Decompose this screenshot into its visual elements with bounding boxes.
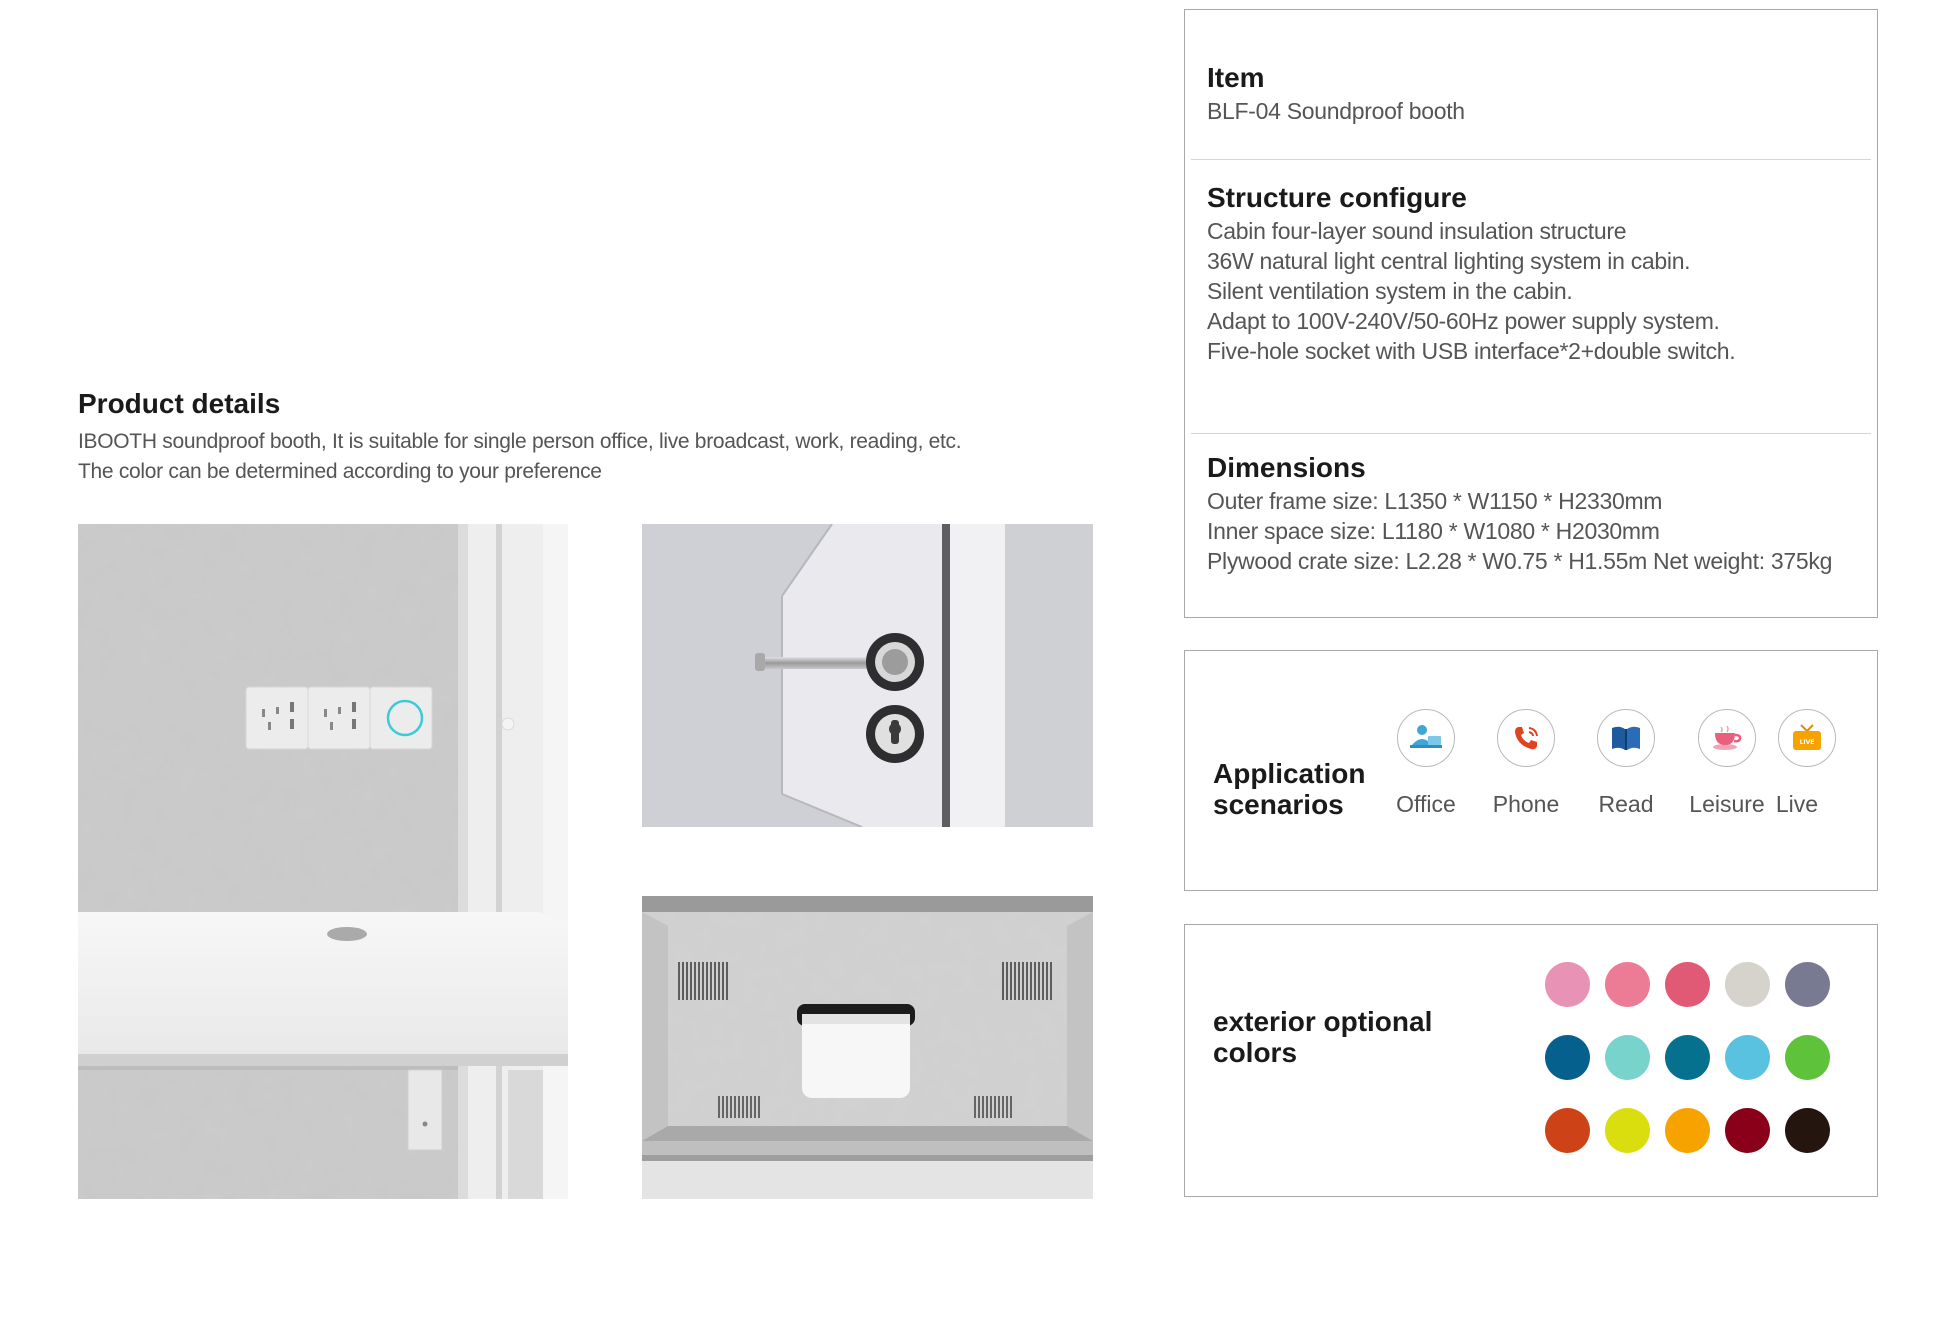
dimensions-section (1207, 450, 1855, 576)
item-title: Item (1207, 62, 1265, 93)
color-swatch[interactable] (1665, 1108, 1710, 1153)
color-swatch[interactable] (1605, 1035, 1650, 1080)
color-swatch[interactable] (1605, 962, 1650, 1007)
book-icon (1597, 709, 1655, 767)
structure-line: Adapt to 100V-240V/50-60Hz power supply system. (1207, 308, 1720, 334)
office-icon (1397, 709, 1455, 767)
ceiling-light-photo (642, 896, 1093, 1199)
item-section (1207, 60, 1855, 126)
product-details-color-note: The color can be determined according to your preference (78, 460, 602, 483)
divider (1191, 159, 1871, 160)
color-swatch[interactable] (1545, 1035, 1590, 1080)
color-swatch[interactable] (1725, 1035, 1770, 1080)
application-scenarios-panel (1184, 650, 1878, 891)
structure-line: Silent ventilation system in the cabin. (1207, 278, 1573, 304)
scenario-label: Office (1396, 791, 1456, 817)
exterior-colors-panel (1184, 924, 1878, 1197)
exterior-colors-title (1213, 1006, 1432, 1068)
structure-line: 36W natural light central lighting system in cabin. (1207, 248, 1691, 274)
color-swatch[interactable] (1785, 1035, 1830, 1080)
tv-icon (1778, 709, 1836, 767)
structure-line: Cabin four-layer sound insulation structure (1207, 218, 1627, 244)
live-badge-text: LIVE (1799, 739, 1815, 746)
scenario-label: Leisure (1689, 791, 1765, 817)
dimensions-line: Inner space size: L1180 * W1080 * H2030mm (1207, 518, 1660, 544)
color-swatch[interactable] (1785, 1108, 1830, 1153)
structure-title: Structure configure (1207, 182, 1467, 213)
color-swatch[interactable] (1725, 1108, 1770, 1153)
color-swatch[interactable] (1725, 962, 1770, 1007)
title-line: scenarios (1213, 789, 1344, 820)
color-swatch[interactable] (1785, 962, 1830, 1007)
application-scenarios-title (1213, 758, 1365, 820)
socket-desk-photo (78, 524, 568, 1199)
dimensions-title: Dimensions (1207, 452, 1366, 483)
product-details-title: Product details (78, 388, 281, 419)
item-value: BLF-04 Soundproof booth (1207, 98, 1465, 124)
dimensions-line: Plywood crate size: L2.28 * W0.75 * H1.55m Net weight: 375kg (1207, 548, 1833, 574)
color-swatch[interactable] (1665, 1035, 1710, 1080)
specifications-panel (1184, 9, 1878, 618)
color-swatch[interactable] (1545, 1108, 1590, 1153)
color-swatch[interactable] (1665, 962, 1710, 1007)
structure-section (1207, 180, 1855, 366)
title-line: exterior optional (1213, 1006, 1433, 1037)
divider (1191, 433, 1871, 434)
dimensions-line: Outer frame size: L1350 * W1150 * H2330mm (1207, 488, 1663, 514)
scenario-label: Phone (1492, 791, 1560, 817)
door-handle-photo (642, 524, 1093, 827)
title-line: Application (1213, 758, 1366, 789)
color-swatch[interactable] (1605, 1108, 1650, 1153)
scenario-label: Read (1598, 791, 1654, 817)
phone-icon (1497, 709, 1555, 767)
scenario-live (1747, 709, 1867, 818)
color-swatch[interactable] (1545, 962, 1590, 1007)
product-details-description: IBOOTH soundproof booth, It is suitable for single person office, live broadcast, work, reading, etc. (78, 430, 962, 453)
structure-line: Five-hole socket with USB interface*2+double switch. (1207, 338, 1736, 364)
title-line: colors (1213, 1037, 1298, 1068)
scenario-label: Live (1775, 791, 1819, 817)
